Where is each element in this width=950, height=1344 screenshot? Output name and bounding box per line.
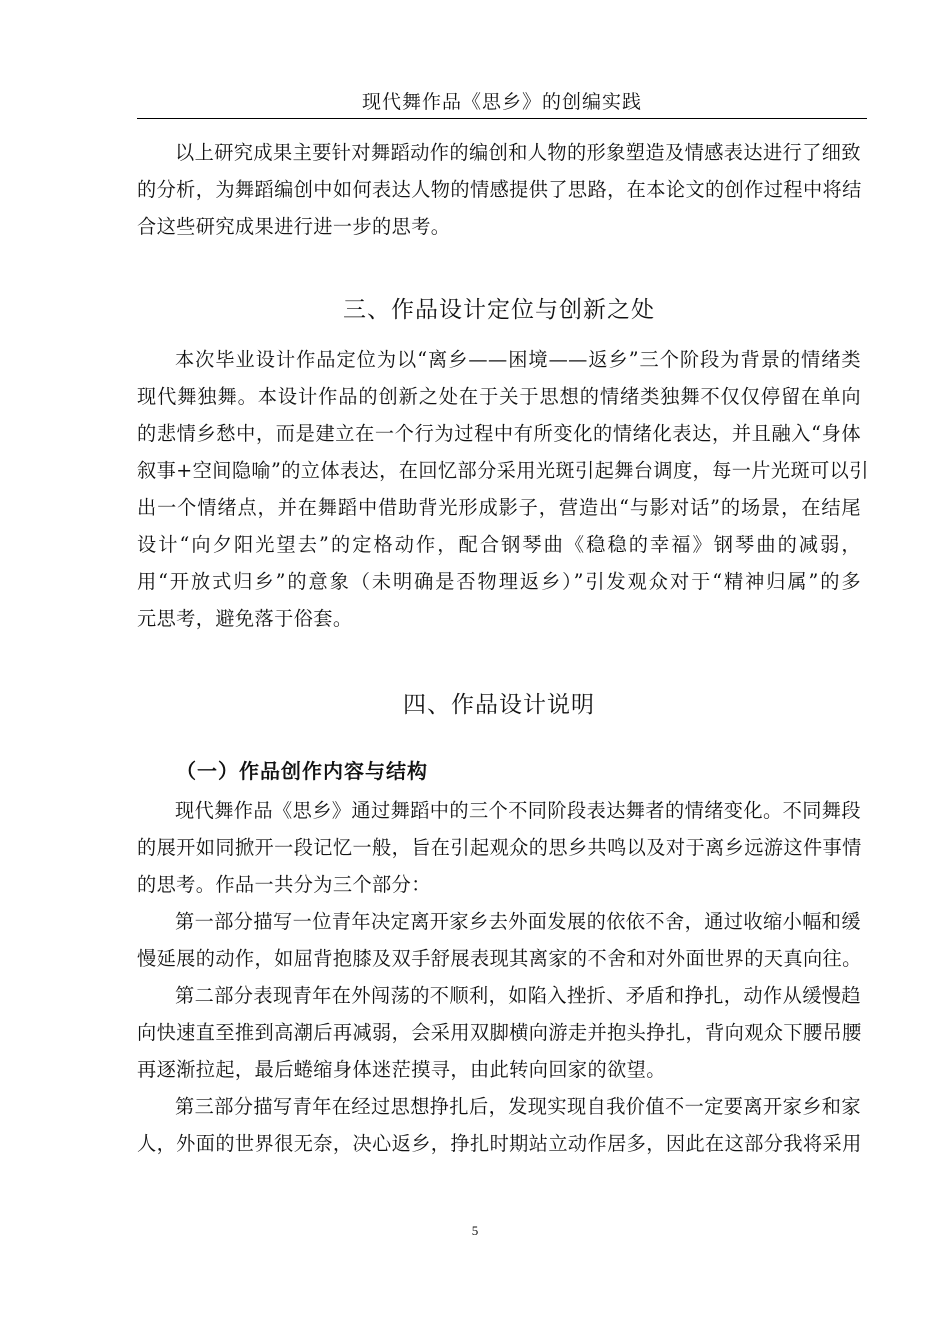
page-number: 5 bbox=[471, 1223, 479, 1238]
section-heading-design-description: 四、作品设计说明 bbox=[403, 692, 595, 718]
text-line: 合这些研究成果进行进一步的思考。 bbox=[137, 215, 451, 238]
text-line: 设计“向夕阳光望去”的定格动作，配合钢琴曲《稳稳的幸福》钢琴曲的减弱， bbox=[137, 533, 861, 556]
subsection-heading-content-structure: （一）作品创作内容与结构 bbox=[176, 759, 428, 783]
text-line: 向快速直至推到高潮后再减弱，会采用双脚横向游走并抱头挣扎，背向观众下腰吊腰 bbox=[137, 1021, 862, 1044]
text-line: 第二部分表现青年在外闯荡的不顺利，如陷入挫折、矛盾和挣扎，动作从缓慢趋 bbox=[175, 984, 861, 1007]
text-line: 的分析，为舞蹈编创中如何表达人物的情感提供了思路，在本论文的创作过程中将结 bbox=[137, 178, 862, 201]
section-heading-design-positioning: 三、作品设计定位与创新之处 bbox=[343, 297, 655, 323]
running-header: 现代舞作品《思乡》的创编实践 bbox=[361, 91, 642, 113]
text-line: 第一部分描写一位青年决定离开家乡去外面发展的依依不舍，通过收缩小幅和缓 bbox=[175, 910, 861, 933]
text-line: 元思考，避免落于俗套。 bbox=[137, 607, 353, 630]
text-line: 用“开放式归乡”的意象（未明确是否物理返乡）”引发观众对于“精神归属”的多 bbox=[137, 570, 861, 593]
text-line: 的展开如同掀开一段记忆一般，旨在引起观众的思乡共鸣以及对于离乡远游这件事情 bbox=[137, 836, 862, 859]
text-line: 人，外面的世界很无奈，决心返乡，挣扎时期站立动作居多，因此在这部分我将采用 bbox=[137, 1132, 862, 1155]
text-line: 叙事+空间隐喻”的立体表达，在回忆部分采用光斑引起舞台调度，每一片光斑可以引 bbox=[137, 459, 869, 482]
paragraph-part-two bbox=[137, 977, 861, 1088]
text-line: 现代舞独舞。本设计作品的创新之处在于关于思想的情绪类独舞不仅仅停留在单向 bbox=[137, 385, 861, 408]
text-line: 再逐渐拉起，最后蜷缩身体迷茫摸寻，由此转向回家的欲望。 bbox=[137, 1058, 666, 1081]
text-line: 以上研究成果主要针对舞蹈动作的编创和人物的形象塑造及情感表达进行了细致 bbox=[175, 141, 861, 164]
paragraph-design-positioning bbox=[137, 341, 869, 637]
text-line: 本次毕业设计作品定位为以“离乡——困境——返乡”三个阶段为背景的情绪类 bbox=[175, 348, 861, 371]
paragraph-part-three bbox=[137, 1088, 861, 1162]
text-line: 的悲情乡愁中，而是建立在一个行为过程中有所变化的情绪化表达，并且融入“身体 bbox=[137, 422, 861, 445]
header-divider bbox=[137, 118, 867, 119]
text-line: 出一个情绪点，并在舞蹈中借助背光形成影子，营造出“与影对话”的场景，在结尾 bbox=[137, 496, 861, 519]
paragraph-research-summary bbox=[137, 134, 861, 245]
text-line: 慢延展的动作，如屈背抱膝及双手舒展表现其离家的不舍和对外面世界的天真向往。 bbox=[137, 947, 862, 970]
text-line: 第三部分描写青年在经过思想挣扎后，发现实现自我价值不一定要离开家乡和家 bbox=[175, 1095, 861, 1118]
paragraph-work-overview bbox=[137, 792, 861, 903]
text-line: 的思考。作品一共分为三个部分： bbox=[137, 873, 431, 896]
text-line: 现代舞作品《思乡》通过舞蹈中的三个不同阶段表达舞者的情绪变化。不同舞段 bbox=[175, 799, 861, 822]
paragraph-part-one bbox=[137, 903, 861, 977]
